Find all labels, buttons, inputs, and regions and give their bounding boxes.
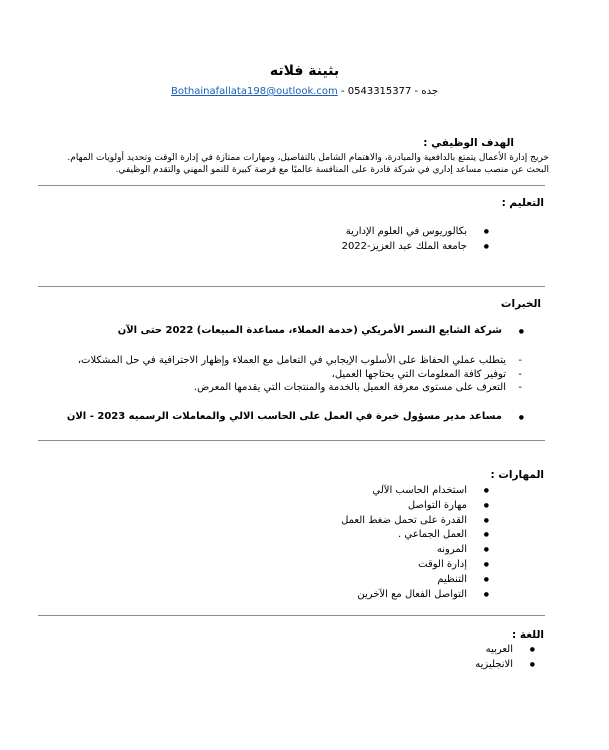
languages-list — [335, 643, 535, 673]
objective-line-2: البحث عن منصب مساعد إداري في شركة قادرة على المنافسة عالميًا مع فرصة كبيرة للنمو المهني والتقدم الوظيفي. — [115, 165, 549, 175]
skills-title: المهارات : — [490, 469, 544, 481]
education-item: ● جامعة الملك عبد العزيز-2022 — [189, 240, 489, 255]
skill-item: ● التنظيم — [189, 573, 489, 588]
job-1-tasks — [52, 354, 522, 395]
contact-line — [0, 86, 609, 97]
education-title: التعليم : — [501, 197, 544, 209]
objective-line-1: خريج إدارة الأعمال يتمتع بالدافعية والمبادرة، والاهتمام الشامل بالتفاصيل، ومهارات ممتازة في إدارة الوقت وتحديد أولويات المهام. — [67, 153, 549, 163]
skill-item: ● إدارة الوقت — [189, 558, 489, 573]
phone-number: 0543315377 — [347, 86, 412, 97]
language-item: ● العربيه — [335, 643, 535, 658]
job-2-title: ● مساعد مدير مسؤول خبرة في العمل على الحاسب الالي والمعاملات الرسميه 2023 - الان — [64, 411, 524, 422]
divider — [38, 185, 545, 186]
language-item: ● الانجليزيه — [335, 658, 535, 673]
city: جده — [421, 86, 439, 97]
job-task: - التعرف على مستوى معرفة العميل بالخدمة والمنتجات التي يقدمها المعرض. — [52, 381, 522, 395]
job-1 — [64, 325, 524, 336]
skill-item: ● المرونه — [189, 543, 489, 558]
education-list — [189, 225, 489, 255]
contact-separator: - — [337, 86, 348, 97]
job-task: - يتطلب عملي الحفاظ على الأسلوب الإيجابي في التعامل مع العملاء وإظهار الاحترافية في حل المشكلات، — [52, 354, 522, 368]
divider — [38, 615, 545, 616]
experience-title: الخبرات — [500, 298, 541, 310]
skill-item: ● استخدام الحاسب الآلي — [189, 484, 489, 499]
skill-item: ● القدرة على تحمل ضغط العمل — [189, 514, 489, 529]
languages-title: اللغة : — [512, 629, 544, 641]
skill-item: ● مهارة التواصل — [189, 499, 489, 514]
divider — [38, 286, 545, 287]
skill-item: ● العمل الجماعي . — [189, 528, 489, 543]
skill-item: ● التواصل الفعال مع الآخرين — [189, 588, 489, 603]
email-link[interactable]: Bothainafallata198@outlook.com — [170, 86, 338, 97]
job-1-title: ● شركة الشايع النسر الأمريكي (خدمة العملاء، مساعدة المبيعات) 2022 حتى الآن — [64, 325, 524, 336]
contact-separator-2: - — [411, 86, 422, 97]
objective-title: الهدف الوظيفي : — [423, 137, 514, 149]
education-item: ● بكالوريوس في العلوم الإدارية — [189, 225, 489, 240]
skills-list — [189, 484, 489, 602]
divider — [38, 440, 545, 441]
job-task: - توفير كافة المعلومات التي يحتاجها العميل، — [52, 368, 522, 382]
candidate-name: بثينة فلاته — [269, 63, 340, 79]
job-2 — [64, 411, 524, 422]
